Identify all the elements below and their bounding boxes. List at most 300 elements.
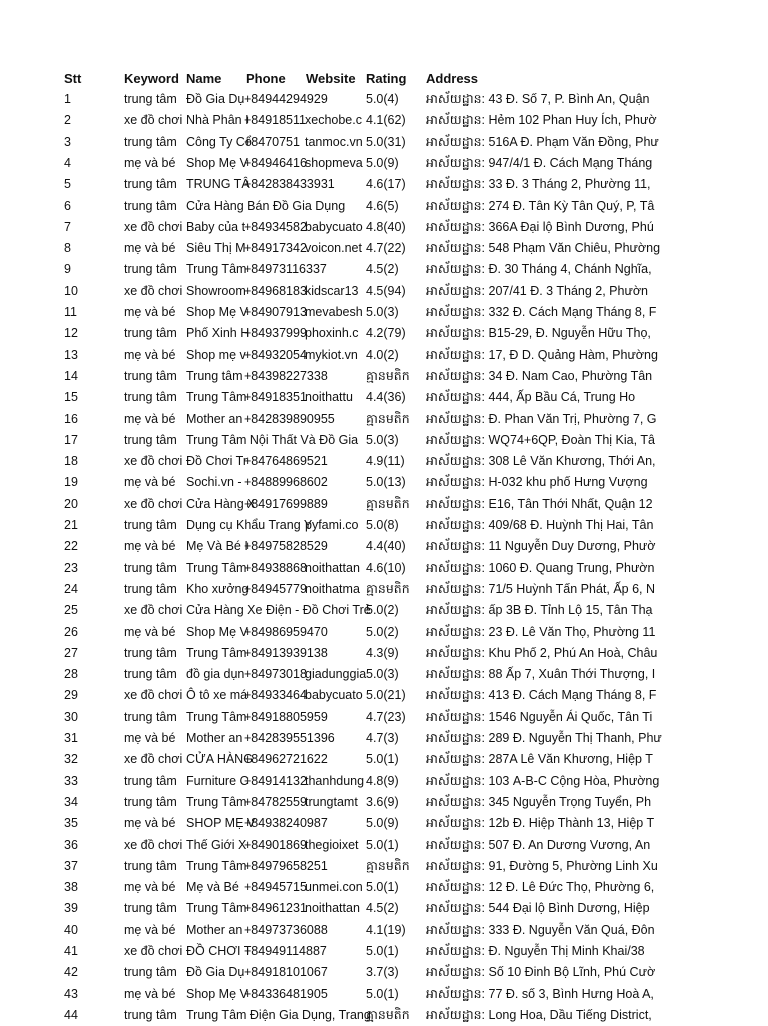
cell-keyword: trung tâm xyxy=(124,794,177,809)
cell-keyword: mẹ và bé xyxy=(124,731,176,745)
cell-rating: 5.0(9) xyxy=(366,816,399,831)
cell-rating: គ្មានមតិក xyxy=(366,368,410,383)
cell-rating: 5.0(1) xyxy=(366,986,399,1001)
cell-stt: 12 xyxy=(64,326,78,341)
cell-stt: 13 xyxy=(64,347,78,362)
cell-address: អាស័យដ្ឋាន: Long Hoa, Dầu Tiếng District, xyxy=(426,1007,652,1022)
cell-stt: 9 xyxy=(64,262,71,277)
cell-stt: 5 xyxy=(64,177,71,192)
cell-address: អាស័យដ្ឋាន: 548 Phạm Văn Chiêu, Phường xyxy=(426,241,661,256)
cell-name: Shop Mẹ V xyxy=(186,986,248,1001)
cell-keyword: trung tâm xyxy=(124,432,177,447)
cell-address: អាស័យដ្ឋាន: 23 Đ. Lê Văn Thọ, Phường 11 xyxy=(426,624,656,639)
cell-keyword: trung tâm xyxy=(124,560,177,575)
table-row xyxy=(0,196,768,217)
cell-name: Mẹ và Bé xyxy=(186,880,239,895)
table-row xyxy=(0,685,768,706)
table-row xyxy=(0,877,768,898)
cell-keyword: mẹ và bé xyxy=(124,922,176,937)
cell-website: thegioixet xyxy=(305,837,359,852)
cell-rating: 5.0(3) xyxy=(366,667,399,682)
cell-rating: 4.5(2) xyxy=(366,901,399,916)
cell-address: អាស័យដ្ឋាន: 207/41 Đ. 3 Tháng 2, Phườn xyxy=(426,283,648,298)
cell-stt: 18 xyxy=(64,454,78,469)
cell-stt: 22 xyxy=(64,539,78,554)
cell-keyword: mẹ và bé xyxy=(124,539,176,554)
cell-rating: 4.5(2) xyxy=(366,262,399,277)
header-website: Website xyxy=(306,71,356,86)
cell-name: Nhà Phân I xyxy=(186,113,249,128)
cell-rating: គ្មានមតិក xyxy=(366,858,410,873)
cell-phone: +84914132 xyxy=(244,773,307,788)
cell-phone: +84913939138 xyxy=(244,645,328,660)
cell-address: អាស័យដ្ឋាន: 12b Đ. Hiệp Thành 13, Hiệp T xyxy=(426,816,655,831)
cell-rating: 4.6(10) xyxy=(366,560,406,575)
cell-address: អាស័យដ្ឋាន: 103 A-B-C Cộng Hòa, Phường xyxy=(426,773,660,788)
table-row xyxy=(0,409,768,430)
cell-stt: 21 xyxy=(64,518,78,532)
cell-keyword: trung tâm xyxy=(124,773,177,788)
cell-keyword: mẹ và bé xyxy=(124,986,176,1001)
cell-phone: +84917699889 xyxy=(244,496,328,511)
cell-address: អាស័យដ្ឋាន: 333 Đ. Nguyễn Văn Quá, Đôn xyxy=(426,922,655,937)
cell-name: Trung Tâm xyxy=(186,645,247,660)
table-row xyxy=(0,536,768,557)
table-row xyxy=(0,515,768,536)
cell-phone: +84764869521 xyxy=(244,454,328,469)
cell-address: អាស័យដ្ឋាន: 332 Đ. Cách Mạng Tháng 8, F xyxy=(426,305,657,319)
cell-rating: 5.0(8) xyxy=(366,518,399,532)
cell-phone: +842839890955 xyxy=(244,411,335,426)
cell-phone: +84917342 xyxy=(244,241,307,256)
header-stt: Stt xyxy=(64,71,82,86)
header-keyword: Keyword xyxy=(124,71,179,86)
cell-address: អាស័យដ្ឋាន: 516A Đ. Phạm Văn Đồng, Phư xyxy=(426,134,659,149)
cell-keyword: xe đồ chơi xyxy=(124,496,183,511)
cell-address: អាស័យដ្ឋាន: 33 Đ. 3 Tháng 2, Phường 11, xyxy=(426,177,651,192)
cell-address: អាស័យដ្ឋាន: 409/68 Đ. Huỳnh Thị Hai, Tân xyxy=(426,518,654,532)
cell-website: tanmoc.vn xyxy=(305,134,363,149)
table-row xyxy=(0,962,768,983)
cell-address: អាស័យដ្ឋាន: 71/5 Huỳnh Tấn Phát, Ấp 6, N xyxy=(426,581,656,596)
table-row xyxy=(0,132,768,153)
cell-address: អាស័យដ្ឋាន: 287A Lê Văn Khương, Hiệp T xyxy=(426,752,653,767)
cell-address: អាស័យដ្ឋាន: 308 Lê Văn Khương, Thới An, xyxy=(426,454,656,469)
table-row xyxy=(0,898,768,919)
cell-rating: 3.7(3) xyxy=(366,965,399,980)
cell-keyword: trung tâm xyxy=(124,581,177,596)
cell-keyword: trung tâm xyxy=(124,177,177,192)
table-row xyxy=(0,941,768,962)
cell-phone: +84975828529 xyxy=(244,539,328,554)
cell-address: អាស័យដ្ឋាន: 274 Đ. Tân Kỳ Tân Quý, P, Tâ xyxy=(426,198,655,213)
cell-address: អាស័យដ្ឋាន: Khu Phố 2, Phú An Hoà, Châu xyxy=(426,645,658,660)
cell-rating: 4.2(79) xyxy=(366,326,406,341)
table-row xyxy=(0,387,768,408)
cell-name: Dụng cụ Khẩu Trang Y xyxy=(186,518,313,532)
table-row xyxy=(0,281,768,302)
cell-rating: 5.0(3) xyxy=(366,432,399,447)
cell-website: babycuato xyxy=(305,688,363,703)
cell-keyword: xe đồ chơi xyxy=(124,837,183,852)
cell-stt: 27 xyxy=(64,645,78,660)
cell-phone: +84336481905 xyxy=(244,986,328,1001)
table-row xyxy=(0,451,768,472)
table-row xyxy=(0,494,768,515)
header-phone: Phone xyxy=(246,71,286,86)
cell-keyword: xe đồ chơi xyxy=(124,454,183,469)
table-row xyxy=(0,174,768,195)
cell-website: babycuato xyxy=(305,219,363,234)
header-address: Address xyxy=(426,71,479,86)
cell-website: mevabesh xyxy=(305,305,363,319)
cell-rating: 4.9(11) xyxy=(366,454,405,469)
table-row xyxy=(0,430,768,451)
cell-phone: +84918511 xyxy=(244,113,306,128)
cell-phone xyxy=(244,430,368,451)
cell-phone: +84986959470 xyxy=(244,624,328,639)
cell-phone: +84944294929 xyxy=(244,92,328,106)
cell-rating: 5.0(13) xyxy=(366,475,406,490)
cell-keyword: mẹ và bé xyxy=(124,305,176,319)
cell-phone: +84918805959 xyxy=(244,709,328,724)
cell-keyword: trung tâm xyxy=(124,858,177,873)
table-row xyxy=(0,345,768,366)
cell-name: Ô tô xe má xyxy=(186,688,248,703)
cell-rating: គ្មានមតិក xyxy=(366,496,410,511)
cell-stt: 35 xyxy=(64,816,78,831)
cell-keyword: mẹ và bé xyxy=(124,880,176,895)
cell-phone: +84961231 xyxy=(244,901,307,916)
cell-name: Thế Giới X xyxy=(186,837,247,852)
cell-rating: 3.6(9) xyxy=(366,794,399,809)
cell-address: អាស័យដ្ឋាន: WQ74+6QP, Đoàn Thị Kia, Tâ xyxy=(426,432,655,447)
cell-rating: 4.8(40) xyxy=(366,219,406,234)
cell-rating: 5.0(9) xyxy=(366,155,399,170)
cell-address: អាស័យដ្ឋាន: 1546 Nguyễn Ái Quốc, Tân Ti xyxy=(426,709,653,724)
cell-address: អាស័យដ្ឋាន: 43 Đ. Số 7, P. Bình An, Quận xyxy=(426,92,650,106)
cell-stt: 40 xyxy=(64,922,78,937)
cell-phone: +842838433931 xyxy=(244,177,335,192)
cell-stt: 17 xyxy=(64,432,78,447)
cell-name: Shop Mẹ V xyxy=(186,305,248,319)
table-row xyxy=(0,558,768,579)
cell-keyword: mẹ và bé xyxy=(124,155,176,170)
cell-keyword: mẹ và bé xyxy=(124,475,176,490)
cell-keyword: trung tâm xyxy=(124,901,177,916)
cell-stt: 20 xyxy=(64,496,78,511)
cell-rating: គ្មានមតិក xyxy=(366,1007,410,1022)
cell-keyword: trung tâm xyxy=(124,1007,177,1022)
cell-rating: គ្មានមតិក xyxy=(366,411,410,426)
cell-stt: 41 xyxy=(64,944,78,958)
cell-website: pyfami.co xyxy=(305,518,359,532)
cell-stt: 23 xyxy=(64,560,78,575)
cell-rating: 5.0(1) xyxy=(366,880,399,895)
cell-address: អាស័យដ្ឋាន: 544 Đại lộ Bình Dương, Hiệp xyxy=(426,901,650,916)
cell-stt: 38 xyxy=(64,880,78,895)
cell-rating: 4.7(23) xyxy=(366,709,406,724)
cell-stt: 6 xyxy=(64,198,71,213)
table-row xyxy=(0,792,768,813)
table-row xyxy=(0,813,768,834)
cell-website: noithattan xyxy=(305,901,360,916)
cell-phone: +84782559 xyxy=(244,794,307,809)
cell-keyword: mẹ và bé xyxy=(124,411,176,426)
cell-stt: 28 xyxy=(64,667,78,682)
cell-stt: 2 xyxy=(64,113,71,128)
cell-address: អាស័យដ្ឋាន: Hẻm 102 Phan Huy Ích, Phườ xyxy=(426,113,657,128)
cell-stt: 33 xyxy=(64,773,78,788)
table-row xyxy=(0,771,768,792)
cell-name: Công Ty Cổ xyxy=(186,134,252,149)
cell-address: អាស័យដ្ឋាន: 345 Nguyễn Trọng Tuyển, Ph xyxy=(426,794,652,809)
cell-rating: 4.6(5) xyxy=(366,198,399,213)
cell-stt: 16 xyxy=(64,411,78,426)
cell-rating: 4.7(3) xyxy=(366,731,399,745)
cell-name: Shop Mẹ V xyxy=(186,624,248,639)
cell-phone: +84889968602 xyxy=(244,475,328,490)
cell-keyword: trung tâm xyxy=(124,965,177,980)
cell-stt: 24 xyxy=(64,581,78,596)
cell-name: CỬA HÀNG xyxy=(186,752,253,767)
cell-website: noithattan xyxy=(305,560,360,575)
cell-address: អាស័យដ្ឋាន: 12 Đ. Lê Đức Thọ, Phường 6, xyxy=(426,880,655,895)
cell-keyword: trung tâm xyxy=(124,667,177,682)
cell-keyword: mẹ và bé xyxy=(124,816,176,831)
cell-address: អាស័យដ្ឋាន: Đ. 30 Tháng 4, Chánh Nghĩa, xyxy=(426,262,652,277)
cell-name: Trung Tâm xyxy=(186,858,247,873)
table-row xyxy=(0,579,768,600)
cell-keyword: trung tâm xyxy=(124,198,177,213)
cell-name: Trung Tâm xyxy=(186,901,247,916)
cell-address: អាស័យដ្ឋាន: ấp 3B Đ. Tỉnh Lộ 15, Tân Thạ xyxy=(426,603,653,618)
cell-stt: 39 xyxy=(64,901,78,916)
cell-phone: +8470751 xyxy=(244,134,300,149)
table-row xyxy=(0,600,768,621)
cell-stt: 1 xyxy=(64,92,71,106)
cell-stt: 15 xyxy=(64,390,78,405)
cell-stt: 3 xyxy=(64,134,71,149)
cell-stt: 31 xyxy=(64,731,78,745)
table-row xyxy=(0,153,768,174)
cell-keyword: mẹ và bé xyxy=(124,241,176,256)
cell-stt: 10 xyxy=(64,283,78,298)
cell-stt: 29 xyxy=(64,688,78,703)
cell-phone xyxy=(244,1005,368,1026)
cell-phone: +84938240987 xyxy=(244,816,328,831)
cell-name: Shop mẹ v xyxy=(186,347,246,362)
cell-rating: 5.0(21) xyxy=(366,688,406,703)
cell-stt: 4 xyxy=(64,155,71,170)
cell-stt: 26 xyxy=(64,624,78,639)
cell-phone: +84962721622 xyxy=(244,752,328,767)
cell-rating: 4.6(17) xyxy=(366,177,406,192)
header-rating: Rating xyxy=(366,71,407,86)
table-row xyxy=(0,110,768,131)
cell-address: អាស័យដ្ឋាន: E16, Tân Thới Nhất, Quận 12 xyxy=(426,496,653,511)
cell-phone: +84946416 xyxy=(244,155,307,170)
cell-address: អាស័យដ្ឋាន: 11 Nguyễn Duy Dương, Phườ xyxy=(426,539,656,554)
cell-rating: 5.0(31) xyxy=(366,134,406,149)
cell-keyword: xe đồ chơi xyxy=(124,944,183,958)
cell-phone: +84937999 xyxy=(244,326,307,341)
cell-name: SHOP MẸ V xyxy=(186,816,256,831)
cell-phone: +84945715 xyxy=(244,880,307,895)
cell-phone: +84968183 xyxy=(244,283,307,298)
cell-name: Mother an xyxy=(186,411,243,426)
table-row xyxy=(0,835,768,856)
cell-keyword: trung tâm xyxy=(124,390,177,405)
cell-address: អាស័យដ្ឋាន: 34 Đ. Nam Cao, Phường Tân xyxy=(426,368,653,383)
cell-website: unmei.con xyxy=(305,880,363,895)
cell-phone: +84932054 xyxy=(244,347,307,362)
cell-rating: 4.1(62) xyxy=(366,113,406,128)
table-row xyxy=(0,238,768,259)
cell-name: Trung tâm xyxy=(186,368,243,383)
cell-phone: +84934582 xyxy=(244,219,307,234)
table-row xyxy=(0,89,768,110)
cell-address: អាស័យដ្ឋាន: B15-29, Đ. Nguyễn Hữu Thọ, xyxy=(426,326,651,341)
cell-keyword: trung tâm xyxy=(124,368,177,383)
cell-keyword: xe đồ chơi xyxy=(124,219,183,234)
cell-phone: +84945779 xyxy=(244,581,307,596)
cell-name: Đồ Chơi Tr xyxy=(186,454,247,469)
cell-phone: +84973736088 xyxy=(244,922,328,937)
cell-rating: 5.0(2) xyxy=(366,603,399,618)
cell-phone: +84949114887 xyxy=(244,944,327,958)
cell-stt: 43 xyxy=(64,986,78,1001)
cell-address: អាស័យដ្ឋាន: H-032 khu phố Hưng Vượng xyxy=(426,475,648,490)
cell-rating: 5.0(1) xyxy=(366,944,399,958)
cell-website: kidscar13 xyxy=(305,283,359,298)
cell-phone: +84398227338 xyxy=(244,368,328,383)
table-row xyxy=(0,643,768,664)
table-row xyxy=(0,217,768,238)
cell-keyword: xe đồ chơi xyxy=(124,688,183,703)
table-row xyxy=(0,1005,768,1026)
cell-name: đồ gia dụn xyxy=(186,667,245,682)
cell-stt: 34 xyxy=(64,794,78,809)
cell-phone: +84938868 xyxy=(244,560,307,575)
header-name: Name xyxy=(186,71,222,86)
cell-address: អាស័យដ្ឋាន: 77 Đ. số 3, Bình Hưng Hoà A, xyxy=(426,986,654,1001)
table-row xyxy=(0,856,768,877)
table-row xyxy=(0,749,768,770)
table-row xyxy=(0,366,768,387)
cell-keyword: trung tâm xyxy=(124,92,177,106)
cell-address: អាស័យដ្ឋាន: 88 Ấp 7, Xuân Thới Thượng, I xyxy=(426,667,656,682)
cell-stt: 19 xyxy=(64,475,78,490)
cell-keyword: xe đồ chơi xyxy=(124,113,183,128)
cell-keyword: trung tâm xyxy=(124,134,177,149)
table-row xyxy=(0,920,768,941)
cell-phone: +842839551396 xyxy=(244,731,335,745)
cell-keyword: trung tâm xyxy=(124,326,177,341)
cell-rating: 5.0(4) xyxy=(366,92,399,106)
cell-rating: 4.7(22) xyxy=(366,241,406,256)
cell-keyword: trung tâm xyxy=(124,709,177,724)
cell-phone: +84901869 xyxy=(244,837,307,852)
cell-name: Đồ Gia Dụ xyxy=(186,965,245,980)
cell-rating: 4.1(19) xyxy=(366,922,406,937)
cell-rating: 4.5(94) xyxy=(366,283,406,298)
cell-address: អាស័យដ្ឋាន: 91, Đường 5, Phường Linh Xu xyxy=(426,858,658,873)
cell-stt: 14 xyxy=(64,368,78,383)
cell-name: Trung Tâm xyxy=(186,262,247,277)
cell-name: Mother an xyxy=(186,922,243,937)
header-row xyxy=(0,68,768,89)
cell-name: Trung Tâm xyxy=(186,560,247,575)
table-row xyxy=(0,622,768,643)
cell-stt: 25 xyxy=(64,603,78,618)
cell-name: Mẹ Và Bé I xyxy=(186,539,248,554)
cell-name: Cửa Hàng Bán Đồ Gia Dụng xyxy=(186,198,346,213)
table-row xyxy=(0,259,768,280)
cell-website: noithattu xyxy=(305,390,353,405)
cell-keyword: xe đồ chơi xyxy=(124,283,183,298)
cell-name: Baby của t xyxy=(186,219,246,234)
cell-website: voicon.net xyxy=(305,241,362,256)
cell-stt: 11 xyxy=(64,305,77,319)
cell-keyword: trung tâm xyxy=(124,645,177,660)
cell-name: ĐỒ CHƠI T xyxy=(186,944,252,958)
table-row xyxy=(0,728,768,749)
cell-stt: 36 xyxy=(64,837,78,852)
table-row xyxy=(0,707,768,728)
cell-phone xyxy=(244,600,368,621)
cell-keyword: trung tâm xyxy=(124,262,177,277)
cell-address: អាស័យដ្ឋាន: 1060 Đ. Quang Trung, Phườn xyxy=(426,560,655,575)
cell-stt: 44 xyxy=(64,1007,78,1022)
cell-rating: 4.0(2) xyxy=(366,347,399,362)
cell-rating: 5.0(2) xyxy=(366,624,399,639)
cell-name: Furniture C xyxy=(186,773,249,788)
cell-name: Trung Tâm Điện Gia Dụng, Trang xyxy=(186,1007,371,1022)
cell-name: Phố Xinh H xyxy=(186,326,250,341)
cell-rating: 5.0(1) xyxy=(366,752,399,767)
cell-keyword: mẹ và bé xyxy=(124,347,176,362)
cell-name: Siêu Thị M xyxy=(186,241,246,256)
cell-phone: +84933464 xyxy=(244,688,307,703)
cell-name: Trung Tâm xyxy=(186,794,247,809)
cell-name: Showroom xyxy=(186,283,246,298)
cell-rating: 5.0(1) xyxy=(366,837,399,852)
cell-phone: +84918101067 xyxy=(244,965,328,980)
cell-stt: 30 xyxy=(64,709,78,724)
cell-keyword: xe đồ chơi xyxy=(124,752,183,767)
cell-stt: 7 xyxy=(64,219,71,234)
cell-name: Sochi.vn - xyxy=(186,475,242,490)
table-row xyxy=(0,984,768,1005)
cell-website: trungtamt xyxy=(305,794,358,809)
cell-phone: +84907913 xyxy=(244,305,307,319)
table-row xyxy=(0,323,768,344)
cell-phone: +84973018 xyxy=(244,667,307,682)
cell-website: thanhdung xyxy=(305,773,365,788)
cell-phone xyxy=(244,196,368,217)
cell-address: អាស័យដ្ឋាន: 507 Đ. An Dương Vương, An xyxy=(426,837,651,852)
cell-address: អាស័យដ្ឋាន: Đ. Nguyễn Thị Minh Khai/38 xyxy=(426,944,645,958)
table-row xyxy=(0,664,768,685)
cell-stt: 32 xyxy=(64,752,78,767)
cell-website: mykiot.vn xyxy=(305,347,358,362)
cell-address: អាស័យដ្ឋាន: 413 Đ. Cách Mạng Tháng 8, F xyxy=(426,688,657,703)
cell-keyword: mẹ và bé xyxy=(124,624,176,639)
cell-address: អាស័យដ្ឋាន: 17, Đ D. Quảng Hàm, Phường xyxy=(426,347,658,362)
cell-name: Đồ Gia Dụ xyxy=(186,92,245,106)
cell-address: អាស័យដ្ឋាន: 947/4/1 Đ. Cách Mạng Tháng xyxy=(426,155,653,170)
